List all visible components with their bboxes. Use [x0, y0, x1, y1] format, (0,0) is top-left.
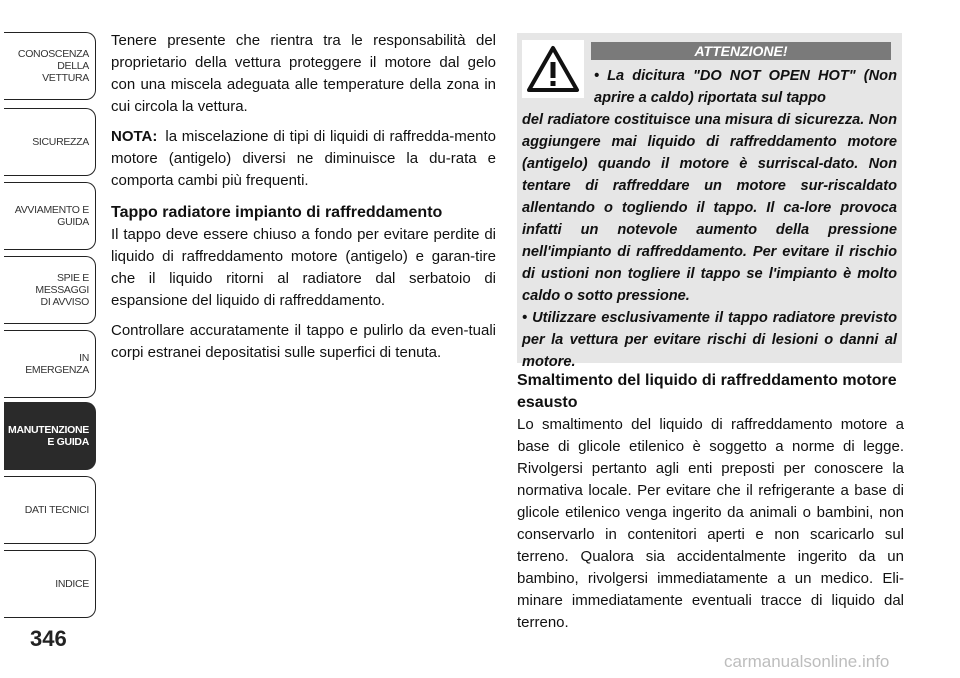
left-column [111, 30, 496, 372]
warning-text [522, 65, 897, 373]
section-heading: Tappo radiatore impianto di raffreddamento [111, 204, 443, 221]
tab-avviamento-guida[interactable] [4, 182, 96, 250]
cleaning-paragraph: Controllare accuratamente il tappo e pulirlo da even-tuali corpi estranei depositatisi sulle superfici di tenuta. [111, 322, 496, 361]
tab-in-emergenza[interactable] [4, 330, 96, 398]
intro-paragraph: Tenere presente che rientra tra le responsabilità del proprietario della vettura proteggere il motore dal gelo con una miscela adeguata alle temperature della zona in cui circola la vettura. [111, 32, 496, 115]
tab-label: INDICE [55, 578, 89, 590]
nota-label: NOTA: [111, 128, 158, 145]
warning-bullet-1-start: • La dicitura "DO NOT OPEN HOT" (Non aprire a caldo) riportata sul tappo [594, 68, 897, 106]
chapter-tabs [0, 0, 100, 630]
tab-indice[interactable] [4, 550, 96, 618]
tab-label: CONOSCENZA DELLA VETTURA [17, 48, 89, 84]
tab-label: DATI TECNICI [24, 504, 89, 516]
tab-label: MANUTENZIONE E GUIDA [8, 424, 89, 448]
tab-label: SICUREZZA [32, 136, 89, 148]
tab-sicurezza[interactable] [4, 108, 96, 176]
tab-label: SPIE E MESSAGGI DI AVVISO [35, 272, 89, 308]
warning-title: ATTENZIONE! [591, 42, 891, 60]
watermark: carmanualsonline.info [724, 652, 890, 671]
tab-manutenzione-guida[interactable] [4, 402, 96, 470]
warning-bullet-2: • Utilizzare esclusivamente il tappo radiatore previsto per la vettura per evitare rischi di lesioni o danni al motore. [522, 310, 897, 370]
disposal-heading: Smaltimento del liquido di raffreddamento motore esausto [517, 372, 897, 411]
nota-text: la miscelazione di tipi di liquidi di raffredda-mento motore (antigelo) diversi ne diminuisce la du-rata e comporta cambi più frequenti. [111, 128, 496, 189]
tab-label: AVVIAMENTO E GUIDA [14, 204, 89, 228]
tab-conoscenza-vettura[interactable] [4, 32, 96, 100]
cap-paragraph: Il tappo deve essere chiuso a fondo per evitare perdite di liquido di raffreddamento motore (antigelo) e garan-tire che il liquido ritorni al radiatore dal serbatoio di espansione del liquido di raffreddamento. [111, 226, 496, 309]
page-number: 346 [30, 626, 67, 651]
tab-spie-messaggi[interactable] [4, 256, 96, 324]
disposal-paragraph: Lo smaltimento del liquido di raffreddamento motore a base di glicole etilenico è soggetto a norme di legge. Rivolgersi pertanto agli enti preposti per conoscere la normativa locale. Per evitare che il refrigerante a base di glicole etilenico venga ingerito da animali o bambini, non conservarlo in contenitori aperti e non scaricarlo sul terreno. Qualora sia accidentalmente ingerito da un bambino, rivolgersi immediatamente a un medico. Eli-minare immediatamente eventuali tracce di liquido dal terreno. [517, 416, 904, 631]
tab-label: IN EMERGENZA [25, 352, 89, 376]
nota-paragraph [111, 126, 496, 192]
warning-bullet-1-rest: del radiatore costituisce una misura di sicurezza. Non aggiungere mai liquido di raffreddamento motore (antigelo) quando il motore è surriscal-dato. Non tentare di raffreddare un motore sur-riscaldato allentando o togliendo il tappo. Il ca-lore provoca infatti un notevole aumento della pressione nell'impianto di raffreddamento. Per evitare il rischio di ustioni non togliere il tappo se l'impianto è molto caldo o sotto pressione. [522, 112, 897, 304]
right-column [517, 370, 904, 634]
tab-dati-tecnici[interactable] [4, 476, 96, 544]
